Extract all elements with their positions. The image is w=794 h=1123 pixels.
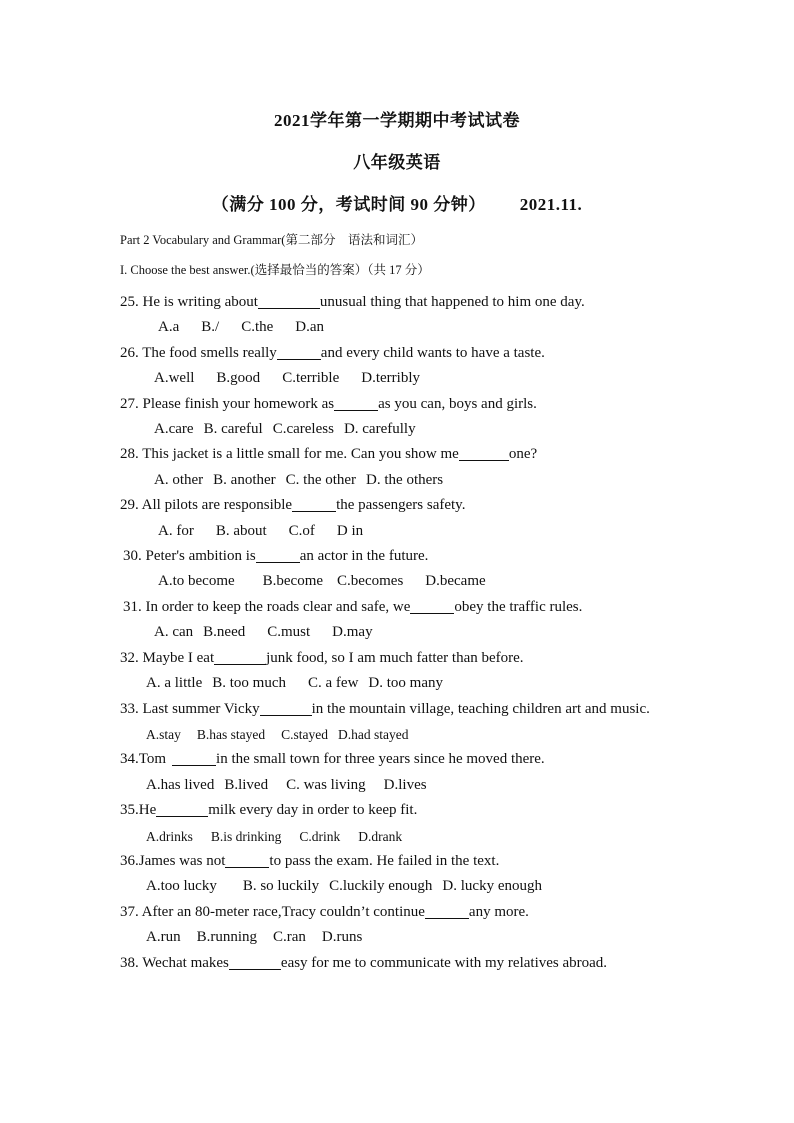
option: D.an	[295, 319, 325, 336]
option: A. for	[158, 522, 194, 539]
question-38: 38. Wechat makes easy for me to communicate with my relatives abroad.	[120, 954, 608, 971]
option: B. about	[215, 522, 267, 539]
options-26	[120, 366, 660, 391]
option: D. too many	[368, 675, 443, 692]
option: C.of	[288, 522, 315, 539]
option: C.must	[267, 624, 311, 641]
exam-info-line	[0, 190, 794, 215]
answer-blank	[334, 394, 378, 411]
answer-blank	[256, 546, 300, 563]
option: C.terrible	[282, 370, 340, 387]
answer-blank	[214, 648, 266, 665]
options-34	[120, 773, 660, 798]
question-25: 25. He is writing about unusual thing that happened to him one day.	[120, 294, 585, 310]
question-29: 29. All pilots are responsible the passengers safety.	[120, 497, 466, 514]
option: C.drink	[299, 828, 341, 844]
option: C. was living	[286, 776, 366, 793]
options-29	[120, 519, 660, 544]
question-26: 26. The food smells really and every child wants to have a taste.	[120, 344, 545, 361]
option: D. carefully	[343, 421, 416, 438]
option: D.terribly	[361, 370, 420, 387]
option: D.may	[332, 624, 373, 641]
option: A.to become	[158, 573, 235, 590]
exam-date: 2021.11.	[519, 195, 583, 214]
options-27	[120, 417, 660, 442]
option: D.became	[425, 573, 486, 590]
option: D. lucky enough	[442, 878, 542, 895]
answer-blank	[258, 292, 320, 309]
option: C. a few	[308, 675, 359, 692]
option: A.a	[158, 319, 180, 336]
option: B.need	[203, 624, 246, 641]
option: D.had stayed	[338, 726, 409, 742]
option: B. so luckily	[242, 878, 320, 895]
options-36	[120, 874, 660, 899]
answer-blank	[225, 851, 269, 868]
option: C.ran	[273, 929, 306, 946]
option: B. careful	[203, 421, 263, 438]
options-33	[120, 722, 660, 747]
options-28	[120, 468, 660, 493]
part-heading: Part 2 Vocabulary and Grammar(第二部分 语法和词汇）	[120, 233, 423, 247]
option: D.runs	[321, 929, 363, 946]
options-31	[120, 620, 660, 645]
question-35: 35.He milk every day in order to keep fit.	[120, 802, 418, 819]
option: A.drinks	[146, 828, 193, 844]
option: C.becomes	[337, 573, 404, 590]
options-25	[120, 315, 660, 340]
option: A.well	[154, 370, 195, 387]
question-28: 28. This jacket is a little small for me. Can you show me one?	[120, 446, 538, 463]
option: C.luckily enough	[329, 878, 433, 895]
option: B./	[201, 319, 220, 336]
section-heading: I. Choose the best answer.(选择最恰当的答案）（共 17 分）	[120, 263, 430, 277]
option: A. a little	[146, 675, 203, 692]
option: A.stay	[146, 726, 181, 742]
option: C.careless	[272, 421, 334, 438]
answer-blank	[425, 902, 469, 919]
options-32	[120, 671, 660, 696]
question-31: 31. In order to keep the roads clear and safe, we obey the traffic rules.	[123, 598, 583, 615]
option: D.drank	[358, 828, 403, 844]
exam-subject: 八年级英语	[353, 153, 441, 172]
answer-blank	[260, 699, 312, 716]
question-34: 34.Tom in the small town for three years since he moved there.	[120, 751, 545, 768]
option: A. can	[154, 624, 194, 641]
question-list	[120, 290, 660, 976]
option: B.good	[216, 370, 261, 387]
answer-blank	[156, 800, 208, 817]
option: D in	[336, 522, 364, 539]
option: B. another	[213, 471, 276, 488]
option: B.lived	[224, 776, 269, 793]
question-36: 36.James was not to pass the exam. He failed in the text.	[120, 852, 500, 869]
question-33: 33. Last summer Vicky in the mountain village, teaching children art and music.	[120, 700, 650, 717]
option: C. the other	[285, 471, 357, 488]
option: B.has stayed	[196, 726, 266, 742]
option: A.has lived	[146, 776, 215, 793]
option: B.is drinking	[210, 828, 282, 844]
option: C.stayed	[281, 726, 328, 742]
options-30	[120, 569, 660, 594]
option: D.lives	[383, 776, 427, 793]
options-37	[120, 925, 660, 950]
answer-blank	[410, 597, 454, 614]
question-30: 30. Peter's ambition is an actor in the future.	[123, 548, 429, 565]
exam-title: 2021学年第一学期期中考试试卷	[274, 111, 520, 130]
question-37: 37. After an 80-meter race,Tracy couldn’t continue any more.	[120, 903, 529, 920]
option: A. other	[154, 471, 204, 488]
question-27: 27. Please finish your homework as as you can, boys and girls.	[120, 395, 537, 412]
option: D. the others	[366, 471, 444, 488]
answer-blank	[229, 953, 281, 970]
option: B. too much	[212, 675, 286, 692]
option: A.too lucky	[146, 878, 217, 895]
answer-blank	[172, 749, 216, 766]
option: B.running	[196, 929, 257, 946]
answer-blank	[459, 444, 509, 461]
options-35	[120, 824, 660, 849]
answer-blank	[277, 343, 321, 360]
option: C.the	[241, 319, 274, 336]
option: A.run	[146, 929, 181, 946]
question-32: 32. Maybe I eat junk food, so I am much fatter than before.	[120, 649, 524, 666]
option: B.become	[262, 573, 324, 590]
option: A.care	[154, 421, 194, 438]
answer-blank	[292, 495, 336, 512]
exam-info: （满分 100 分，考试时间 90 分钟）	[211, 195, 486, 214]
